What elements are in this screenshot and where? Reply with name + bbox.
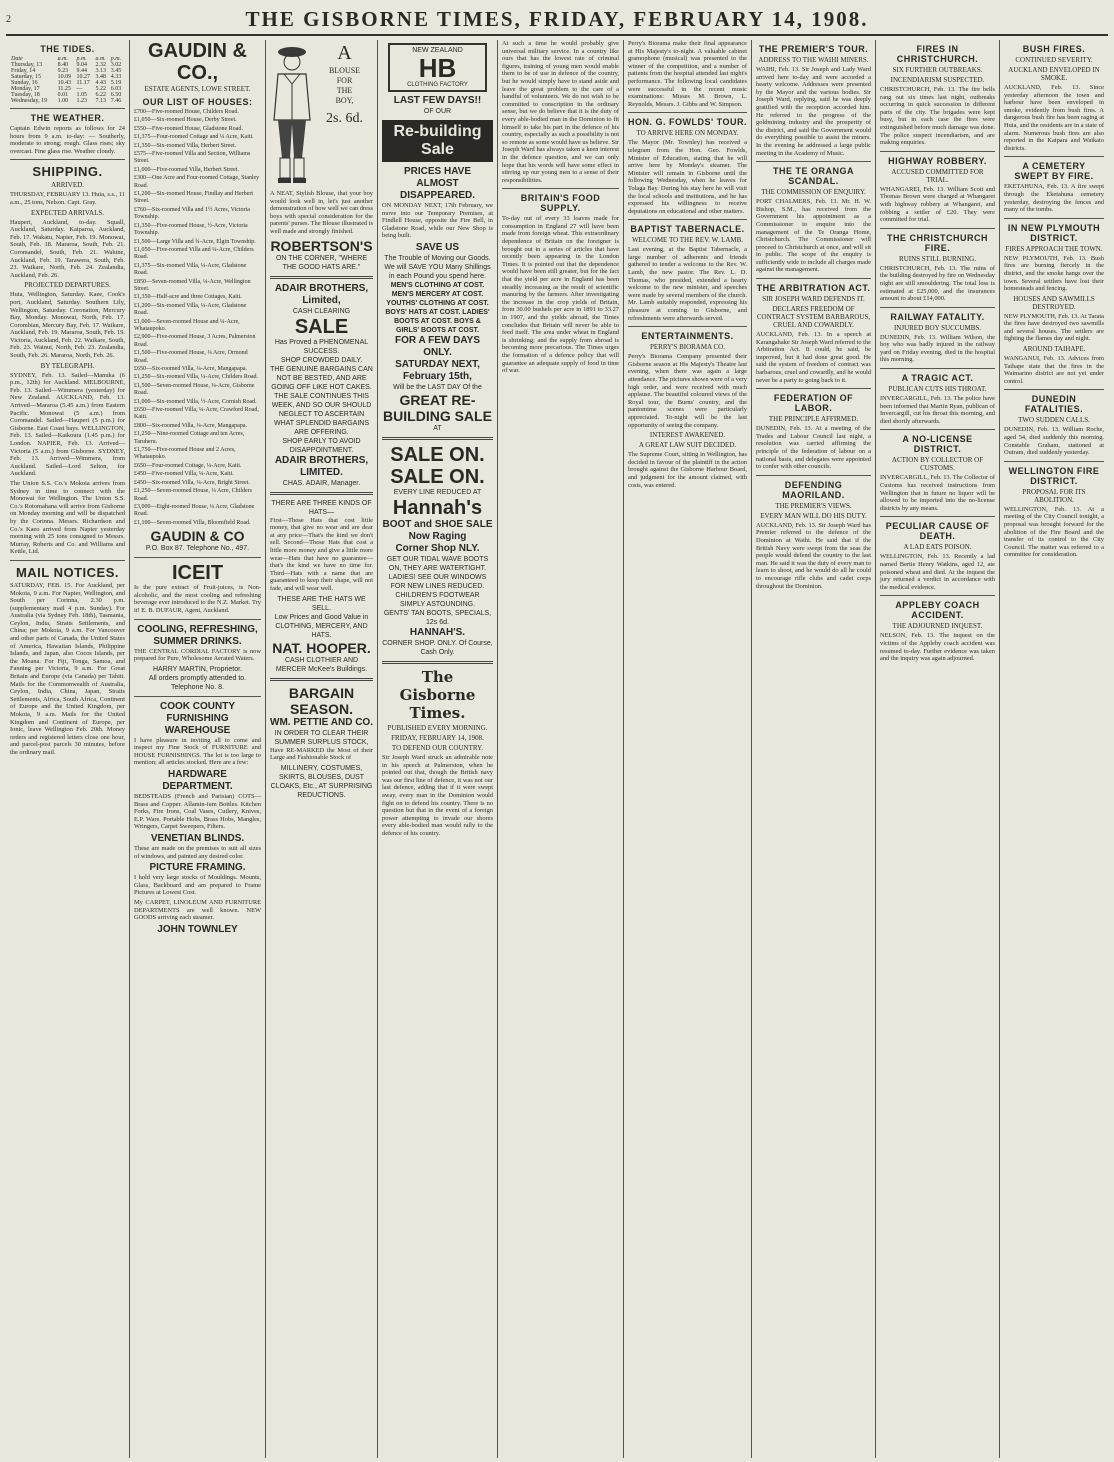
cemetery-text: EKETAHUNA, Feb. 13. A fire swept through the Eketahuna cemetery yesterday, destroying the fences and many of the tombs. <box>1004 183 1104 214</box>
venetian-text: These are made on the premises to suit all sizes of windows, and painted any desired color. <box>134 845 261 860</box>
townley-name: JOHN TOWNLEY <box>157 923 238 935</box>
column-9 <box>1000 40 1108 1458</box>
sale-word: SALE <box>294 315 349 338</box>
bargain-season: BARGAIN SEASON. <box>288 684 355 717</box>
highway-heading: HIGHWAY ROBBERY. <box>888 155 987 166</box>
railway-text: DUNEDIN, Feb. 13. William Wilson, the boy who was badly injured in the railway yard on Friday evening, died in the hospital this morning. <box>880 333 995 364</box>
fires-heading: FIRES IN CHRISTCHURCH. <box>896 44 979 64</box>
premier-tour-heading: THE PREMIER'S TOUR. <box>758 44 869 54</box>
tides-cell: — <box>76 86 83 92</box>
house-listing: £2,900—Five-roomed House, 3 Acres, Palmerston Road. <box>134 334 256 348</box>
death-text: WELLINGTON, Feb. 13. Recently a lad named Bertie Henry Watkins, aged 12, ate poisoned wheat and died. At the inquest the jury returned a verdict in accordance with the medical evidence. <box>880 553 995 591</box>
fires-sub: SIX FURTHER OUTBREAKS. <box>892 66 983 74</box>
nolicense-heading: A NO-LICENSE DISTRICT. <box>902 434 973 455</box>
blouse-letter-boy: BOY, <box>335 96 354 105</box>
expected-text: Hauperi, Auckland, to-day. Squall, Auckland, Saturday. Kaiparoa, Auckland, Feb. 17. Wakatu, Napier, Feb. 19. Monowai, South, Feb. 18. Mararoa, South, Feb. 21. Coromandel, South, Feb. 21. Wahine, Auckland, Feb. 19. Tarawera, South, Feb. 23. Waikare, North, Feb. 24. Zealandia, Auckland, Feb. 26. <box>10 218 125 279</box>
maoriland-heading: DEFENDING MAORILAND. <box>782 479 845 500</box>
sale-success: Has Proved a PHENOMENAL SUCCESS. <box>274 338 369 355</box>
at-label: AT <box>433 424 442 432</box>
sale-continues: THE SALE CONTINUES THIS WEEK, AND SO OUR SHOULD NEGLECT TO ASCERTAIN WHAT SPLENDID BARGAINS ARE OFFERING. <box>271 392 372 436</box>
appleby-text: NELSON, Feb. 13. The inquest on the victims of the Appleby coach accident was resumed to-day. Further evidence was taken and the inquiry was again adjourned. <box>880 632 995 663</box>
shipping-heading: SHIPPING. <box>32 164 103 180</box>
cooling-heading: COOLING, REFRESHING, SUMMER DRINKS. <box>137 623 258 647</box>
tides-cell: 6.22 <box>95 92 106 98</box>
telegraph-heading: BY TELEGRAPH. <box>40 361 95 370</box>
shop-crowded: SHOP CROWDED DAILY. <box>280 356 363 364</box>
tides-cell: 9.44 <box>76 68 88 74</box>
tragic-sub: PUBLICAN CUTS HIS THROAT. <box>888 385 987 394</box>
tides-header-cell: p.m. <box>76 56 87 62</box>
nolicense-sub: ACTION BY COLLECTOR OF CUSTOMS. <box>891 456 984 473</box>
bush-sub: CONTINUED SEVERITY. <box>1015 56 1093 64</box>
mail-heading: MAIL NOTICES. <box>15 564 120 580</box>
tides-cell: 0.01 <box>57 92 69 98</box>
tides-cell: 9.04 <box>76 62 88 68</box>
houses-list-heading: OUR LIST OF HOUSES: <box>142 97 253 107</box>
robertson-name: ROBERTSON'S <box>270 237 373 254</box>
great-rebuilding: GREAT RE-BUILDING SALE <box>383 391 492 424</box>
cost-list: MEN'S CLOTHING AT COST. MEN'S MERCERY AT COST. YOUTHS' CLOTHING AT COST. BOYS' HATS AT COST. LADIES' BOOTS AT COST. BOYS & GIRLS' BOOTS AT COST. <box>385 281 490 334</box>
tides-cell: 1.23 <box>76 98 88 104</box>
column-1 <box>6 40 130 1458</box>
of-our: OF OUR <box>423 108 452 115</box>
appleby-sub: THE ADJOURNED INQUEST. <box>892 622 983 631</box>
house-listing: £760—Six-roomed Villa and 1½ Acres, Victoria Township. <box>134 206 250 221</box>
brigade-sub: PROPOSAL FOR ITS ABOLITION. <box>1022 487 1086 504</box>
highway-sub: ACCUSED COMMITTED FOR TRIAL. <box>891 167 984 184</box>
law-suit-text: The Supreme Court, sitting in Wellington, has decided in favour of the plaintiff in the action brought against the Gisborne Harbour Board, and judgment for the amount claimed, with costs, was entered. <box>628 451 747 489</box>
telegraph-text: SYDNEY, Feb. 13. Sailed—Manuka (6 p.m., 12th) for Auckland. MELBOURNE, Feb. 13. Sailed—Wimmera (yesterday) for New Zealand. AUCKLAND, Feb. 13. Arrived—Mararoa (5.45 a.m.) from Eastern Pacific. Monowai (5 a.m.) from Coromandel. Sailed—Hauperi (5 p.m.) for Gisborne. East Coast bays. WELLINGTON, Feb. 13. Sailed—Kaikoura (1.45 p.m.) for London. NAPIER, Feb. 13. Arrived—Victoria (5 a.m.) from Gisborne. SYDNEY, Feb. 13. Arrived—Wimmera, from Auckland. Sailed—Lord Selton, for Auckland. <box>10 371 125 478</box>
house-listing: £1,500—Large Villa and ¾-Acre, Elgin Township. <box>134 238 256 245</box>
gaudin-firm-name: GAUDIN & CO., <box>148 40 247 84</box>
tides-header-cell: a.m. <box>95 56 106 62</box>
newspaper-title: THE GISBORNE TIMES, FRIDAY, FEBRUARY 14, 1908. <box>245 6 869 31</box>
house-listing: £1,200—Six-roomed Villa, ¼-Acre, Gladstone Road. <box>134 302 247 317</box>
column-3 <box>266 40 378 1458</box>
labor-heading: FEDERATION OF LABOR. <box>773 393 854 414</box>
tides-cell: 7.46 <box>110 98 122 104</box>
chch-sub: RUINS STILL BURNING. <box>899 254 976 263</box>
iceit-heading: ICEIT <box>171 562 224 585</box>
gaudin-contact: P.O. Box 87. Telephone No., 497. <box>145 545 250 553</box>
hannah-name: Hannah's <box>392 496 483 519</box>
times-flag: The Gisborne Times. <box>399 667 476 722</box>
plymouth-text: NEW PLYMOUTH, Feb. 13. Bush fires are burning fiercely in the district, and the smoke hangs over the town. Several settlers have lost their homesteads and fencing. <box>1004 254 1104 293</box>
tides-header-cell: p.m. <box>110 56 122 62</box>
entertainments-heading: ENTERTAINMENTS. <box>641 331 734 342</box>
house-listing: £1,500—Five-roomed House, ¼ Acre, Ormond Road. <box>134 350 248 364</box>
hardware-text: BEDSTEADS (French and Parisian) COTS—Brass and Copper. Allamin-ium Bottles. Kitchen Forks, Fire Irons, Coal Vases, Cutlery, Knives, E.P. Ware. Portable Hobs, Brass Hobs, Mangles, Wringers, Carpet Sweepers, Filters. <box>134 793 261 831</box>
last-few-days: LAST FEW DAYS!! <box>393 95 482 106</box>
entertainments-text: Perry's Biorama Company presented their Gisborne season at His Majesty's Theatre last evening, when there was again a large attendance. The pictures shown were of a very high order, and were received with much applause. The beautiful coloured views of the Royal tour, the Burns' country, and the pantomime scenes were particularly appreciated. To-night will be the last opportunity of seeing the company. <box>628 353 747 429</box>
hb-letters: HB <box>418 53 457 83</box>
blouse-ad <box>270 40 373 190</box>
gaudin-subtitle: ESTATE AGENTS, LOWE STREET. <box>144 85 251 93</box>
projected-heading: PROJECTED DEPARTURES. <box>24 281 111 290</box>
tides-cell: 1.00 <box>57 98 69 104</box>
house-listing: £3,000—Eight-roomed House, ¼ Acre, Gladstone Road. <box>134 503 255 518</box>
tides-cell: 1.05 <box>76 92 88 98</box>
children-footwear: CHILDREN'S FOOTWEAR SIMPLY ASTOUNDING. <box>395 591 480 608</box>
column-7 <box>752 40 876 1458</box>
tidal-wave: GET OUR TIDAL WAVE BOOTS ON, THEY ARE WATERTIGHT. <box>386 555 489 572</box>
homes-heading: HOUSES AND SAWMILLS DESTROYED. <box>1013 294 1095 311</box>
baptist-sub: WELCOME TO THE REV. W. LAMB. <box>631 236 744 245</box>
tides-cell: 11.25 <box>57 86 71 92</box>
plymouth-sub: FIRES APPROACH THE TOWN. <box>1005 244 1103 253</box>
oranga-heading: THE TE ORANGA SCANDAL. <box>772 166 854 187</box>
prices-disappeared: PRICES HAVE ALMOST DISAPPEARED. <box>399 166 475 201</box>
house-listing: £800—Six-roomed Villa, ¼-Acre, Mangapapa. <box>134 422 248 429</box>
blouse-text: A NEAT, Stylish Blouse, that your boy would look well in, let's just another demonstration of how well we can dress boys with special consideration for the parents' purses. The Blouse illustrated is well made and strongly finished. <box>270 190 373 235</box>
hats-sub: Low Prices and Good Value in CLOTHING, MERCERY, AND HATS. <box>274 613 369 639</box>
pettie-items: MILLINERY, COSTUMES, SKIRTS, BLOUSES, DUST CLOAKS, Etc., AT SURPRISING REDUCTIONS. <box>270 764 373 799</box>
arbitration-sub2: DECLARES FREEDOM OF CONTRACT SYSTEM BARBAROUS, CRUEL AND COWARDLY. <box>756 305 871 330</box>
house-listing: £450—Five-roomed Villa, ¼-Acre, Kaiti. <box>134 471 234 478</box>
column-6 <box>624 40 752 1458</box>
chch-heading: THE CHRISTCHURCH FIRE. <box>887 232 988 253</box>
tides-cell: Friday, 14 <box>11 68 36 74</box>
picture-text: I hold very large stocks of Mouldings. Mounts, Glass, Backboard and am prepared to Frame Pictures at Lowest Cost. <box>134 874 261 897</box>
house-listing: £1,050—Five-roomed Villa and ¼-Acre, Childers Road. <box>134 246 254 261</box>
house-listing: £1,350—Half-acre and three Cottages, Kaiti. <box>134 294 242 301</box>
house-listing: £550—Five-roomed House, Gladstone Road. <box>134 125 243 132</box>
tragic-text: INVERCARGILL, Feb. 13. The police have been informed that Martin Ryan, publican of Invercargill, cut his throat this morning, and died shortly afterwards. <box>880 395 995 425</box>
hb-nz: NEW ZEALAND <box>412 47 463 54</box>
pettie-name: WM. PETTIE AND CO. <box>270 716 373 728</box>
tides-cell: 5.22 <box>95 86 106 92</box>
arbitration-heading: THE ARBITRATION ACT. <box>756 283 871 294</box>
maoriland-sub: THE PREMIER'S VIEWS. <box>775 501 852 510</box>
house-listing: £1,375—Four-roomed Cottage and ¼ Acre, Kaiti. <box>134 134 254 141</box>
tides-cell: Saturday, 15 <box>11 74 41 80</box>
tides-cell: 10.09 <box>57 74 72 80</box>
tides-cell: 2.32 <box>95 62 106 68</box>
local-news: Perry's Biorama make their final appearance at His Majesty's to-night. A valuable cabinet gramophone (musical) was presented to the winner of the competition, and a number of patients from the hospital attended last night's performance. The following local candidates were successful in the recent music examinations: Misses M. Brown, L. Reynolds, Messrs. J. Gibbs and W. Simpson. <box>628 40 747 108</box>
boy-illustration <box>270 40 314 190</box>
tides-header-cell: a.m. <box>57 56 68 62</box>
law-suit-heading: A GREAT LAW SUIT DECIDED. <box>638 441 737 450</box>
hb-factory: CLOTHING FACTORY <box>407 82 468 88</box>
house-listing: £700—Five-roomed House, Childers Road. <box>134 109 239 115</box>
column-4 <box>378 40 498 1458</box>
house-listing: £1,250—Six-roomed Villa, ¼-Acre, Childers Road. <box>134 374 259 381</box>
interest-heading: INTEREST AWAKENED. <box>649 431 726 440</box>
last-day: Will be the LAST DAY Of the <box>393 383 482 391</box>
cordial-text: THE CENTRAL CORDIAL FACTORY is now prepared for Pure, Wholesome Aerated Waters. <box>134 647 261 663</box>
house-listing: £1,375—Six-roomed Villa, ¼-Acre, Gladstone Road. <box>134 262 247 277</box>
pettie-text: Have RE-MARKED the Most of their Large and Fashionable Stock of <box>270 746 373 762</box>
highway-text: WHANGAREI, Feb. 13. William Scott and Thomas Brown were charged at Whangarei with highway robbery at Whangarei, and robbing a settler of £20. They were committed for trial. <box>880 185 995 224</box>
baptist-text: Last evening, at the Baptist Tabernacle, a large number of adherents and friends gathered to tender a welcome to the Rev. W. Lamb, the new pastor. The Rev. L. D. Thomas, who presided, extended a hearty welcome to the new minister, and speeches were made by several members of the church. Mr. Lamb suitably responded, expressing his pleasure at coming to Gisborne, and refreshments were afterwards served. <box>628 246 747 322</box>
ladies-windows: LADIES! SEE OUR WINDOWS FOR NEW LINES REDUCED. <box>388 573 487 590</box>
saturday-next: SATURDAY NEXT, February 15th, <box>395 358 480 382</box>
dunedin-text: DUNEDIN, Feb. 13. William Roche, aged 54, died suddenly this morning. Constable Graham, stationed at Outram, died suddenly yesterday. <box>1004 426 1104 457</box>
tides-cell: 9.23 <box>57 68 69 74</box>
martin-sub: All orders promptly attended to. Telephone No. 8. <box>148 674 247 691</box>
hats-intro: THERE ARE THREE KINDS OF HATS— <box>271 499 372 516</box>
adair-signature: ADAIR BROTHERS, LIMITED. <box>274 454 369 478</box>
column-8 <box>876 40 1000 1458</box>
food-heading: BRITAIN'S FOOD SUPPLY. <box>520 193 601 214</box>
fires-sub2: INCENDIARISM SUSPECTED. <box>890 76 985 84</box>
tides-cell: 8.40 <box>57 62 69 68</box>
defend-text: Sir Joseph Ward struck an admirable note in his speech at Palmerston, when he pointed out that, though the British navy was our first line of defence, it was not our last defence, adding that if it were swept away, every man in the Dominion would fight on to defend his country. There is no question but that in the event of a foreign power attempting to invade our shores every able-bodied man would rally to the defence of his country. <box>382 753 493 837</box>
labor-sub: THE PRINCIPLE AFFIRMED. <box>768 415 859 424</box>
tides-cell: 11.17 <box>76 80 90 86</box>
venetian-heading: VENETIAN BLINDS. <box>150 833 245 845</box>
tides-cell: 10.27 <box>76 74 91 80</box>
labor-text: DUNEDIN, Feb. 13. At a meeting of the Trades and Labour Council last night, a resolution was carried affirming the principle of the federation of labour on a national basis, and delegates were appointed to confer with other councils. <box>756 425 871 471</box>
hannahs-sign: HANNAH'S. <box>409 626 466 638</box>
tides-heading: THE TIDES. <box>40 44 95 54</box>
shop-early: SHOP EARLY TO AVOID DISAPPOINTMENT. <box>282 437 361 454</box>
brigade-heading: WELLINGTON FIRE DISTRICT. <box>1008 465 1100 486</box>
tides-cell: Thursday, 13 <box>11 62 43 68</box>
carpet-text: My CARPET, LINOLEUM AND FURNITURE DEPARTMENTS are well known. NEW GOODS arriving each steamer. <box>134 899 261 922</box>
tragic-heading: A TRAGIC ACT. <box>901 373 974 384</box>
tides-cell: Monday, 17 <box>11 86 40 92</box>
iceit-text: Is the pure extract of Fruit-juices, is Non-alcoholic, and the most cooling and refreshing beverage ever introduced to the N.Z. Market. Try it! E. B. DUFAUR, Agent, Auckland. <box>134 584 261 614</box>
adair-manager: CHAS. ADAIR, Manager. <box>282 479 361 487</box>
oranga-text: PORT CHALMERS, Feb. 13. Mr. H. W. Bishop, S.M., has received from the Government his appointment as a Commissioner to enquire into the management of the Te Oranga Home, Christchurch. The Commissioner will proceed to Christchurch at once, and will sit in public. The scope of the enquiry is sufficiently wide to include all charges made against the management. <box>756 198 871 274</box>
few-days: FOR A FEW DAYS ONLY. <box>394 334 480 358</box>
house-listing: £1,000—Six-roomed Villa, ½-Acre, Cornish Road. <box>134 398 257 405</box>
blouse-letter-for: FOR <box>336 76 353 85</box>
leader-continued: At such a time he would probably give universal military service. In a country like ours that has the lowest rate of criminal figures, training of young men would enable them to be of use in defence of the country, but he would simply have to stand aside and leave the great problem to the care of a handful of volunteers. We do not wish to be committed to conscription in the ordinary sense, but we do believe that it is the duty of every able-bodied man in the Dominion to fit himself to take his part in the defence of his country, especially as such a possibility is not so remote as some would have us believe. Sir Joseph Ward has always taken a keen interest in the defence question, and we can only hope that his words will have some effect in stirring up our young men to a sense of their responsibilities. <box>502 40 619 184</box>
house-listing: £1,000—Five-roomed Villa, Herbert Street. <box>134 166 239 173</box>
tides-header-cell: Date <box>11 56 23 62</box>
house-listing: £1,200—Six-roomed House, Findlay and Herbert Street. <box>134 191 253 205</box>
tides-cell: 3.48 <box>95 74 106 80</box>
tides-row <box>10 98 125 104</box>
mail-text: SATURDAY, FEB. 15. For Auckland, per Mokoia, 9 a.m. For Napier, Wellington, and South per Corinna, 2.30 p.m. (supplementary mail 4 p.m. Sunday). For Australia (via Sydney Feb. 18th), Tasmania, Ceylon, India, Straits Settlements, and China; per Mokoia, 9 a.m. For Vancouver and other parts of Canada, the United States of America, Hawaiian Islands, Philippine Islands, and Japan, also Cocos Islands, per the Moana. For Fiji, Tonga, Samoa, and Fanning per Victoria, 9 a.m. For Great Britain and Europe (via Canada) per Tahiti. Mails for the Commonwealth of Australia, Ceylon, India, China, Japan, Straits Settlements, Africa, South Africa, Continent of Europe and the United Kingdom, per Mokoia, 9 a.m. Mails for the United Kingdom and Continent of Europe, per Ionic, leave Wellington Feb. 20th. Money orders and registered letters close one hour, and parcel-post parcels 30 minutes, before the ordinary mail. <box>10 581 125 756</box>
tides-cell: 4.33 <box>110 74 122 80</box>
corner-shop: Corner Shop NLY. <box>395 542 480 554</box>
defend-heading: TO DEFEND OUR COUNTRY. <box>391 743 484 752</box>
house-listing: £1,000—Seven-roomed House and ¼-Acre, Whataupoko. <box>134 318 240 332</box>
weather-heading: THE WEATHER. <box>30 113 105 123</box>
robertson-sub: ON THE CORNER, "WHERE THE GOOD HATS ARE." <box>275 254 368 271</box>
taihape-heading: AROUND TAIHAPE. <box>1022 345 1086 354</box>
chch-text: CHRISTCHURCH, Feb. 13. The ruins of the building destroyed by fire on Wednesday night are still smouldering. The total loss is estimated at £25,000, and the insurances amount to about £14,000. <box>880 264 995 303</box>
death-sub: A LAD EATS POISON. <box>903 543 972 552</box>
fowlds-heading: HON. G. FOWLDS' TOUR. <box>628 117 747 128</box>
genuine-bargains: THE GENUINE BARGAINS CAN NOT BE BESTED, AND ARE GOING OFF LIKE HOT CAKES. <box>270 365 373 391</box>
published-line: PUBLISHED EVERY MORNING. <box>387 723 488 732</box>
column-5 <box>498 40 624 1458</box>
tides-cell: 4.43 <box>95 80 106 86</box>
boot-sale: BOOT and SHOE SALE <box>382 518 493 530</box>
tides-cell: 3.45 <box>110 68 122 74</box>
house-listing: £1,100—Seven-roomed Villa, Bloomfield Road. <box>134 519 251 526</box>
house-listing: £650—Four-roomed Cottage, ¼-Acre, Kaiti. <box>134 462 242 469</box>
food-text: To-day out of every 33 loaves made for consumption in England 27 will have been made from foreign wheat. This extraordinary dependence of Britain on the foreigner is brought out in a series of articles that have recently been appearing in the London Times. It is pointed out that the dependence would have been still greater, but for the fact that the yield per acre in England has been steadily increasing as the result of scientific manuring by the farmers. After investigating the increase in the crop yields of Britain, from 30.00 bushels per acre in 1891 to 33.27 in 1907, and the yields abroad, the Times concludes that Britain will never be able to feed itself. The area under wheat in England is shrinking; and the supply from abroad is becoming more precarious. The Times urges the formation of a defence policy that will guarantee an adequate supply of food in time of war. <box>502 215 619 375</box>
tides-cell: 6.50 <box>110 92 122 98</box>
cash-clearing: CASH CLEARING <box>292 307 351 315</box>
house-listing: £1,350—Six-roomed Villa, Herbert Street. <box>134 142 237 149</box>
issue-date: FRIDAY, FEBRUARY 14, 1908. <box>391 733 484 742</box>
save-us: SAVE US <box>415 241 460 253</box>
fires-text: CHRISTCHURCH, Feb. 13. The fire bells rang out six times last night, outbreaks occurring in quick succession in different parts of the city. The brigades were kept busy, but in each case the fires were extinguished before much damage was done. The police suspect incendiarism, and are making enquiries. <box>880 86 995 147</box>
house-listing: £1,250—Nine-roomed Cottage and ten Acres, Taruheru. <box>134 431 245 445</box>
brigade-text: WELLINGTON, Feb. 13. At a meeting of the City Council tonight, a proposal was brought forward for the abolition of the Fire Board and the transfer of its control to the City Council. The matter was referred to a committee for consideration. <box>1004 505 1104 559</box>
cook-text: I have pleasure in inviting all to come and inspect my Fine Stock of FURNITURE and HOUSE FURNISHINGS. The lot is too large to mention; all articles stocked. Here are a few: <box>134 736 261 767</box>
fowlds-sub: TO ARRIVE HERE ON MONDAY. <box>636 129 739 138</box>
house-listing: £1,350—Five-roomed House, ½-Acre, Victoria Township. <box>134 222 248 237</box>
hats-sign: THESE ARE THE HATS WE SELL. <box>277 595 366 612</box>
arbitration-text: AUCKLAND, Feb. 13. In a speech at Karangahake Sir Joseph Ward referred to the Arbitration Act. It could, he said, be improved, but it had done great good. He said the system of freedom of contract was barbarous, cruel and cowardly, and he would never be a party to going back to it. <box>756 331 871 384</box>
arbitration-sub: SIR JOSEPH WARD DEFENDS IT. <box>762 295 865 304</box>
blouse-price: 2s. 6d. <box>326 111 363 126</box>
entertainments-sub: PERRY'S BIORAMA CO. <box>650 343 725 352</box>
house-listing: £650—Six-roomed Villa, ¼-Acre, Mangapapa. <box>134 366 248 372</box>
blouse-letter-blouse: BLOUSE <box>328 66 361 75</box>
houses-list <box>134 109 261 527</box>
tides-cell: 5.19 <box>110 80 122 86</box>
plymouth-heading: IN NEW PLYMOUTH DISTRICT. <box>1007 222 1101 243</box>
moving-notice: ON MONDAY NEXT, 17th February, we move into our Temporary Premises, at Findlell House, opposite the Fire Bell, in Gladstone Road, while our New Shop is being built. <box>382 202 493 240</box>
house-listing: £1,750—Five-roomed House and 2 Acres, Whataupoko. <box>134 447 236 461</box>
house-listing: £300—One Acre and Four-roomed Cottage, Stanley Road. <box>134 175 260 189</box>
house-listing: £450—Six-roomed Villa, ¼-Acre, Bright Street. <box>134 479 250 486</box>
premier-tour-sub: ADDRESS TO THE WAIHI MINERS. <box>758 56 869 64</box>
pettie-sub: IN ORDER TO CLEAR THEIR SUMMER SURPLUS STOCK, <box>274 729 369 746</box>
tides-cell: 3.02 <box>110 62 122 68</box>
oranga-sub: THE COMMISSION OF ENQUIRY. <box>761 188 866 197</box>
hardware-heading: HARDWARE DEPARTMENT. <box>162 769 233 793</box>
house-listing: £650—Five-roomed Villa, ¼-Acre, Crawford Road, Kaiti. <box>134 407 259 421</box>
appleby-heading: APPLEBY COACH ACCIDENT. <box>895 600 980 621</box>
hannahs-sub: CORNER SHOP. ONLY. Of Course, Cash Only. <box>382 639 493 656</box>
maoriland-sub2: EVERY MAN WILL DO HIS DUTY. <box>760 511 867 520</box>
gaudin-contact-name: GAUDIN & CO <box>150 528 245 545</box>
expected-heading: EXPECTED ARRIVALS. <box>31 208 104 217</box>
death-heading: PECULIAR CAUSE OF DEATH. <box>885 521 990 542</box>
cemetery-heading: A CEMETERY SWEPT BY FIRE. <box>1014 161 1094 182</box>
baptist-heading: BAPTIST TABERNACLE. <box>630 224 745 235</box>
column-2 <box>130 40 266 1458</box>
projected-text: Huia, Wellington, Saturday. Kaee, Cook's port, Auckland, Saturday. Southern Lily, Wellington, Saturday. Coronation, Mercury Bay, Monday. Monowai, North, Feb. 17. Corombian, Mercury Bay, Feb. 17. Waikare, Auckland, Feb. 19. Mararoa, South, Feb. 19. Victoria, Auckland, Feb. 22. Waikare, South, Feb. 23. Wainui, North, Feb. 23. Zealandia, South, Feb. 26. Mararoa, North, Feb. 26. <box>10 291 125 360</box>
tides-cell: Wednesday, 19 <box>11 98 48 104</box>
martin-name: HARRY MARTIN, Proprietor. <box>152 665 243 673</box>
arrived-heading: ARRIVED. <box>51 181 84 190</box>
house-listing: £850—Seven-roomed Villa, ¼-Acre, Wellington Street. <box>134 278 251 292</box>
tides-cell: Sunday, 16 <box>11 80 38 86</box>
house-listing: £575—Five-roomed Villa and Section, Williams Street. <box>134 151 251 165</box>
house-listing: £1,250—Seven-roomed House, ¼ Acre, Childers Road. <box>134 488 252 502</box>
save-text: The Trouble of Moving our Goods. We will SAVE YOU Many Shillings in each Pound you spend here. <box>384 254 491 280</box>
taihape-text: WANGANUI, Feb. 13. Advices from Taihape state that the fires in the Waimarino district are not yet under control. <box>1004 355 1104 385</box>
dunedin-sub: TWO SUDDEN CALLS. <box>1018 416 1090 425</box>
masthead <box>6 4 1108 36</box>
nolicense-text: INVERCARGILL, Feb. 13. The Collector of Customs has received instructions from Wellington that in future no liquor will be allowed to be imported into the no-license districts by any means. <box>880 474 995 512</box>
tides-cell: 6.03 <box>110 86 122 92</box>
hats-text: First—Those Hats that cost little money, that give no wear and are dear at any price—That's the kind we don't sell. Second—Those Hats that cost a little more money and give a little more wear—Hats that have no guarantee—that's the kind we have no time for. Third—Hats with a name that are guaranteed to keep their shape, will not fade, and will wear well. <box>270 516 373 592</box>
adair-heading: ADAIR BROTHERS, Limited, <box>274 282 369 306</box>
rebuilding-banner: Re-building Sale <box>382 120 493 162</box>
blouse-letter-a: A <box>337 42 352 64</box>
every-line: EVERY LINE REDUCED AT <box>393 488 482 496</box>
hooper-sub: CASH CLOTHIER AND MERCER McKee's Buildings. <box>275 656 368 673</box>
bush-heading: BUSH FIRES. <box>1022 44 1086 54</box>
dunedin-heading: DUNEDIN FATALITIES. <box>1024 394 1084 415</box>
railway-heading: RAILWAY FATALITY. <box>890 311 985 322</box>
railway-sub: INJURED BOY SUCCUMBS. <box>893 323 982 332</box>
hooper-name: NAT. HOOPER. <box>272 639 371 656</box>
house-listing: £1,500—Seven-roomed House, ¼-Acre, Gisborne Road. <box>134 382 255 397</box>
tides-cell: 10.43 <box>57 80 72 86</box>
fowlds-text: The Mayor (Mr. Townley) has received a telegram from the Hon. Geo. Fowlds, Minister of Education, stating that he will arrive here by Monday's steamer. The Minister will remain in Gisborne until the following Wednesday, when he leaves for Tolaga Bay. During his stay here he will visit the local schools and institutions, and he has expressed his willingness to receive deputations on educational and other matters. <box>628 139 747 215</box>
tides-cell: 7.13 <box>95 98 106 104</box>
bush-sub2: AUCKLAND ENVELOPED IN SMOKE. <box>1008 66 1100 82</box>
arrived-text: THURSDAY, FEBRUARY 13. Huia, s.s., 11 a.m., 25 tons, Nelson. Capt. Gray. <box>10 191 125 206</box>
tides-table <box>10 56 125 104</box>
picture-heading: PICTURE FRAMING. <box>149 862 246 874</box>
premier-tour-text: WAIHI, Feb. 13. Sir Joseph and Lady Ward arrived here to-day and were accorded a hearty welcome. Addresses were presented by the Mayor and the various bodies. Sir Joseph Ward, replying, said he was deeply gratified with the reception accorded him. He referred to the progress of the goldmining industry and the prosperity of the district, and said the Government would do everything possible to assist the miners. In the evening he addressed a large public meeting in the Academy of Music. <box>756 66 871 157</box>
hb-logo <box>388 43 487 92</box>
sale-on: SALE ON. SALE ON. <box>390 443 485 488</box>
now-raging: Now Raging <box>408 530 467 542</box>
bush-text: AUCKLAND, Feb. 13. Since yesterday afternoon the town and harbour have been enveloped in smoke, evidently from bush fires. A dangerous bush fire has been raging at Huia, and the residents are in a state of alarm. Numerous bush fires are also reported in the Kaipara and Waikato districts. <box>1004 84 1104 152</box>
blouse-letter-the: THE <box>336 86 353 95</box>
tides-cell: Tuesday, 18 <box>11 92 40 98</box>
homes-text: NEW PLYMOUTH, Feb. 13. At Tarata the fires have destroyed two sawmills and several houses. The settlers are fighting the flames day and night. <box>1004 312 1104 343</box>
cook-heading: COOK COUNTY FURNISHING WAREHOUSE <box>160 700 235 736</box>
maoriland-text: AUCKLAND, Feb. 13. Sir Joseph Ward has Premier referred to the defence of the Dominion at Waihi. He said that if the British Navy were swept from the seas the people would defend the country to the last man. He said it was the duty of every man to learn to shoot, and he would do all he could to encourage rifle clubs and cadet corps throughout the Dominion. <box>756 521 871 590</box>
weather-report: Captain Edwin reports as follows for 24 hours from 9 a.m. to-day: — Southerly, moderate to strong; rough. Glass rises; sky overcast. Fine glass rise. Weather cloudy. <box>10 125 125 155</box>
page-number: 2 <box>6 14 11 25</box>
tides-cell: 3.13 <box>95 68 106 74</box>
gents-boots: GENTS' TAN BOOTS, SPECIALS, 12s 6d. <box>383 609 492 626</box>
house-listing: £1,050—Six-roomed House, Derby Street. <box>134 117 237 124</box>
shipping-notes: The Union S.S. Co.'s Mokoia arrives from Sydney in time to connect with the Monowai for Wellington. The Union S.S. Co.'s Rotomahana will arrive from Gisborne on Monday morning and will be dispatched by the Corinna. Messrs. Richardson and Co.'s Kaeo arrived from Napier yesterday morning with 25 tons consigned to Messrs. Murray, Roberts and Co. and Williams and Kettle, Ltd. <box>10 479 125 556</box>
